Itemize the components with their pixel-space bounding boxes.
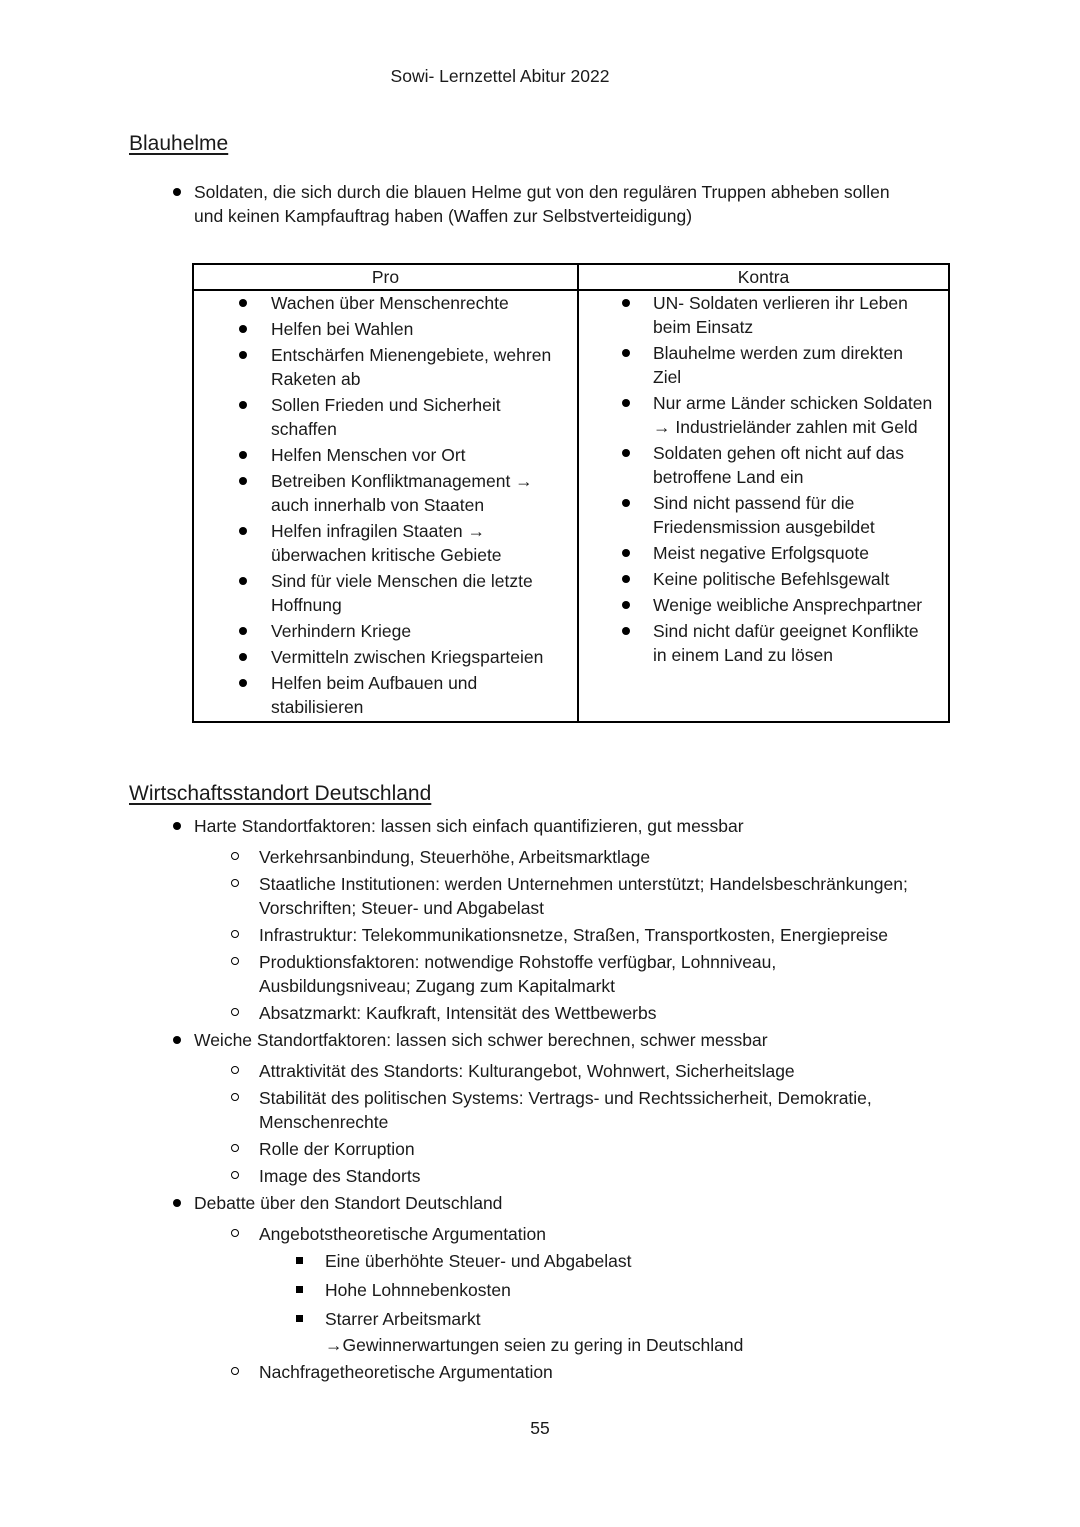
item-text: Image des Standorts [259,1166,421,1186]
intro-list [160,180,960,235]
circle-bullet-icon [218,1086,252,1101]
section-title-blauhelme: Blauhelme [129,132,229,155]
list-item [160,1086,960,1134]
list-item [194,569,577,617]
list-item [194,317,577,341]
item-text: Soldaten gehen oft nicht auf das [653,443,905,463]
item-text: Ausbildungsniveau; Zugang zum Kapitalmarkt [259,976,616,996]
square-bullet-icon [282,1278,316,1293]
item-text: überwachen kritische Gebiete [271,545,502,565]
item-text: Verhindern Kriege [271,621,412,641]
page-header: Sowi- Lernzettel Abitur 2022 [390,66,610,86]
bullet-icon [226,393,260,409]
bullet-icon [226,671,260,687]
list-item [160,1059,960,1083]
item-text: Helfen infragilen Staaten → [271,521,486,541]
list-item [160,1137,960,1161]
circle-bullet-icon [218,1059,252,1074]
item-text: Attraktivität des Standorts: Kulturangebot, Wohnwert, Sicherheitslage [259,1061,795,1081]
item-text: Helfen Menschen vor Ort [271,445,466,465]
pro-cell [193,290,578,722]
intro-line: und keinen Kampfauftrag haben (Waffen zur Selbstverteidigung) [194,206,693,226]
list-item [194,469,577,517]
list-item [160,1001,960,1025]
intro-line: Soldaten, die sich durch die blauen Helme gut von den regulären Truppen abheben sollen [194,182,890,202]
pro-kontra-table [192,263,950,723]
list-item [160,1278,960,1302]
item-text: Nur arme Länder schicken Soldaten [653,393,933,413]
kontra-header: Kontra [578,264,949,290]
circle-bullet-icon [218,1137,252,1152]
list-item [160,950,960,998]
item-text: Meist negative Erfolgsquote [653,543,869,563]
bullet-icon [160,180,194,196]
bullet-icon [226,291,260,307]
item-text: Rolle der Korruption [259,1139,415,1159]
item-text: UN- Soldaten verlieren ihr Leben [653,293,908,313]
item-text: Sind nicht passend für die [653,493,855,513]
pro-header: Pro [193,264,578,290]
item-text: Menschenrechte [259,1112,389,1132]
kontra-list [579,291,948,667]
bullet-icon [609,593,643,609]
item-text: stabilisieren [271,697,364,717]
item-text: Entschärfen Mienengebiete, wehren [271,345,552,365]
item-text: Sollen Frieden und Sicherheit [271,395,501,415]
bullet-icon [226,519,260,535]
kontra-cell [578,290,949,722]
list-item [579,619,948,667]
item-text: Vermitteln zwischen Kriegsparteien [271,647,544,667]
item-text: Hoffnung [271,595,342,615]
item-text: Ziel [653,367,682,387]
bullet-icon [609,491,643,507]
list-item [194,443,577,467]
item-text: Sind nicht dafür geeignet Konflikte [653,621,919,641]
list-item [194,393,577,441]
list-item [579,491,948,539]
item-text: Betreiben Konfliktmanagement → [271,471,533,491]
item-text: Vorschriften; Steuer- und Abgabelast [259,898,545,918]
list-item [194,645,577,669]
item-text: Produktionsfaktoren: notwendige Rohstoffe verfügbar, Lohnniveau, [259,952,777,972]
item-text: Friedensmission ausgebildet [653,517,875,537]
item-text: in einem Land zu lösen [653,645,833,665]
item-text: Blauhelme werden zum direkten [653,343,903,363]
item-text: schaffen [271,419,337,439]
item-text: Helfen bei Wahlen [271,319,414,339]
item-text: Debatte über den Standort Deutschland [194,1193,503,1213]
circle-bullet-icon [218,923,252,938]
item-text: betroffene Land ein [653,467,804,487]
circle-bullet-icon [218,1360,252,1375]
bullet-icon [160,1191,194,1207]
bullet-icon [609,619,643,635]
item-text: Wenige weibliche Ansprechpartner [653,595,923,615]
item-text: Hohe Lohnnebenkosten [325,1280,511,1300]
circle-bullet-icon [218,950,252,965]
item-text: Sind für viele Menschen die letzte [271,571,533,591]
angebot-conclusion [160,1333,960,1357]
list-item [160,1307,960,1331]
list-item [160,923,960,947]
item-text: Staatliche Institutionen: werden Unternehmen unterstützt; Handelsbeschränkungen; [259,874,908,894]
list-item [160,1164,960,1188]
item-text: Raketen ab [271,369,361,389]
square-bullet-icon [282,1307,316,1322]
bullet-icon [226,469,260,485]
bullet-icon [609,291,643,307]
bullet-icon [160,1028,194,1044]
circle-bullet-icon [218,1164,252,1179]
list-item-angebot [160,1222,960,1246]
item-text: Harte Standortfaktoren: lassen sich einfach quantifizieren, gut messbar [194,816,744,836]
list-item [194,291,577,315]
list-item-weiche [160,1028,960,1052]
list-item [194,619,577,643]
section-title-wirtschaftsstandort: Wirtschaftsstandort Deutschland [129,782,432,805]
bullet-icon [609,391,643,407]
list-item [194,519,577,567]
square-bullet-icon [282,1249,316,1264]
circle-bullet-icon [218,1001,252,1016]
item-text: Verkehrsanbindung, Steuerhöhe, Arbeitsmarktlage [259,847,651,867]
list-item [579,341,948,389]
bullet-icon [226,443,260,459]
circle-bullet-icon [218,1222,252,1237]
item-text: Stabilität des politischen Systems: Vertrags- und Rechtssicherheit, Demokratie, [259,1088,872,1108]
item-text: → Industrieländer zahlen mit Geld [653,417,918,437]
item-text: Helfen beim Aufbauen und [271,673,478,693]
list-item-nachfrage [160,1360,960,1384]
item-text: Wachen über Menschenrechte [271,293,509,313]
bullet-icon [226,645,260,661]
item-text: Nachfragetheoretische Argumentation [259,1362,553,1382]
list-item [160,180,960,228]
bullet-icon [609,541,643,557]
circle-bullet-icon [218,845,252,860]
list-item [194,343,577,391]
item-text: beim Einsatz [653,317,754,337]
list-item-harte [160,814,960,838]
list-item [194,671,577,719]
item-text: Starrer Arbeitsmarkt [325,1309,481,1329]
item-text: Angebotstheoretische Argumentation [259,1224,546,1244]
bullet-icon [160,814,194,830]
bullet-icon [226,619,260,635]
bullet-icon [609,341,643,357]
list-item [160,845,960,869]
item-text: Keine politische Befehlsgewalt [653,569,890,589]
list-item [579,391,948,439]
list-item [160,872,960,920]
item-text: Eine überhöhte Steuer- und Abgabelast [325,1251,632,1271]
circle-bullet-icon [218,872,252,887]
item-text: Absatzmarkt: Kaufkraft, Intensität des Wettbewerbs [259,1003,657,1023]
page-number: 55 [530,1418,550,1438]
bullet-icon [609,441,643,457]
weiche-sublist [160,1059,960,1188]
list-item [579,593,948,617]
item-text: Weiche Standortfaktoren: lassen sich schwer berechnen, schwer messbar [194,1030,768,1050]
item-text: →Gewinnerwartungen seien zu gering in Deutschland [325,1335,744,1355]
bullet-icon [609,567,643,583]
wirtschaft-list [160,814,960,1387]
item-text: auch innerhalb von Staaten [271,495,485,515]
bullet-icon [226,569,260,585]
bullet-icon [226,343,260,359]
harte-sublist [160,845,960,1025]
bullet-icon [226,317,260,333]
item-text: Infrastruktur: Telekommunikationsnetze, Straßen, Transportkosten, Energiepreise [259,925,889,945]
list-item [579,291,948,339]
list-item [579,567,948,591]
list-item [160,1249,960,1273]
list-item [579,441,948,489]
list-item-debatte [160,1191,960,1215]
list-item [579,541,948,565]
pro-list [194,291,577,719]
